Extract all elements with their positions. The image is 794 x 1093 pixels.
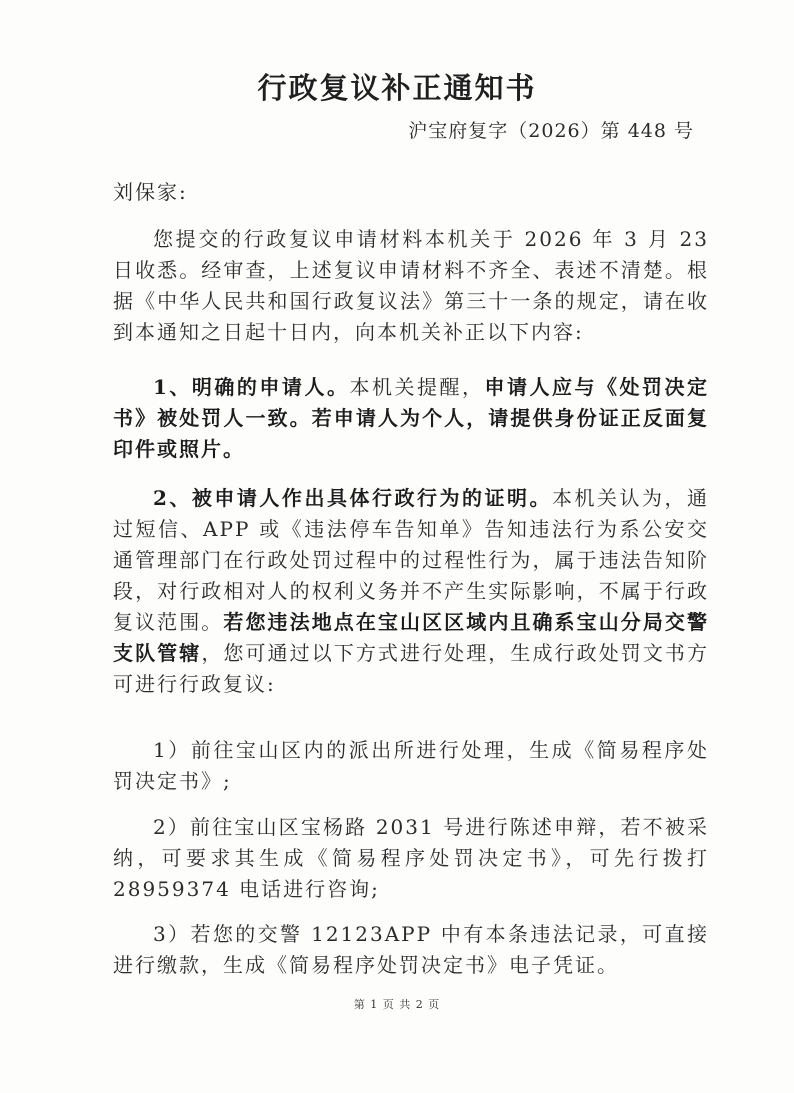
item-proof-heading: 2、被申请人作出具体行政行为的证明。 [153, 486, 552, 510]
item-applicant [113, 372, 709, 465]
page-footer: 第 1 页 共 2 页 [353, 998, 441, 1011]
salutation: 刘保家: [113, 180, 188, 204]
sub-item-1: 1）前往宝山区内的派出所进行处理，生成《简易程序处罚决定书》; [113, 738, 709, 793]
paragraph-intro: 您提交的行政复议申请材料本机关于 2026 年 3 月 23 日收悉。经审查，上述复议申请材料不齐全、表述不清楚。根据《中华人民共和国行政复议法》第三十一条的规定，请在收到本通知之日起十日内，向本机关补正以下内容: [113, 227, 709, 344]
item-proof-text: 本机关认为，通过短信、APP 或《违法停车告知单》告知违法行为系公安交通管理部门在行政处罚过程中的过程性行为，属于违法告知阶段，对行政相对人的权利义务并不产生实际影响，不属于行政复议范围。 [113, 486, 710, 634]
item-proof [113, 483, 709, 700]
sub-item-3: 3）若您的交警 12123APP 中有本条违法记录，可直接进行缴款，生成《简易程序处罚决定书》电子凭证。 [113, 922, 709, 977]
item-proof-tail: ，您可通过以下方式进行处理，生成行政处罚文书方可进行行政复议: [113, 641, 710, 696]
item-proof-condition: 若您违法地点在宝山区区域内且确系宝山分局交警支队管辖 [113, 610, 710, 665]
sub-item-2: 2）前往宝山区宝杨路 2031 号进行陈述申辩，若不被采纳，可要求其生成《简易程序处罚决定书》，可先行拨打 28959374 电话进行咨询; [113, 815, 709, 901]
item-applicant-heading: 1、明确的申请人。 [153, 375, 350, 399]
document-title: 行政复议补正通知书 [257, 71, 537, 105]
item-applicant-text: 本机关提醒， [349, 375, 485, 399]
document-number: 沪宝府复字（2026）第 448 号 [408, 120, 694, 142]
item-applicant-requirement: 申请人应与《处罚决定书》被处罚人一致。若申请人为个人，请提供身份证正反面复印件或照片。 [113, 375, 710, 461]
